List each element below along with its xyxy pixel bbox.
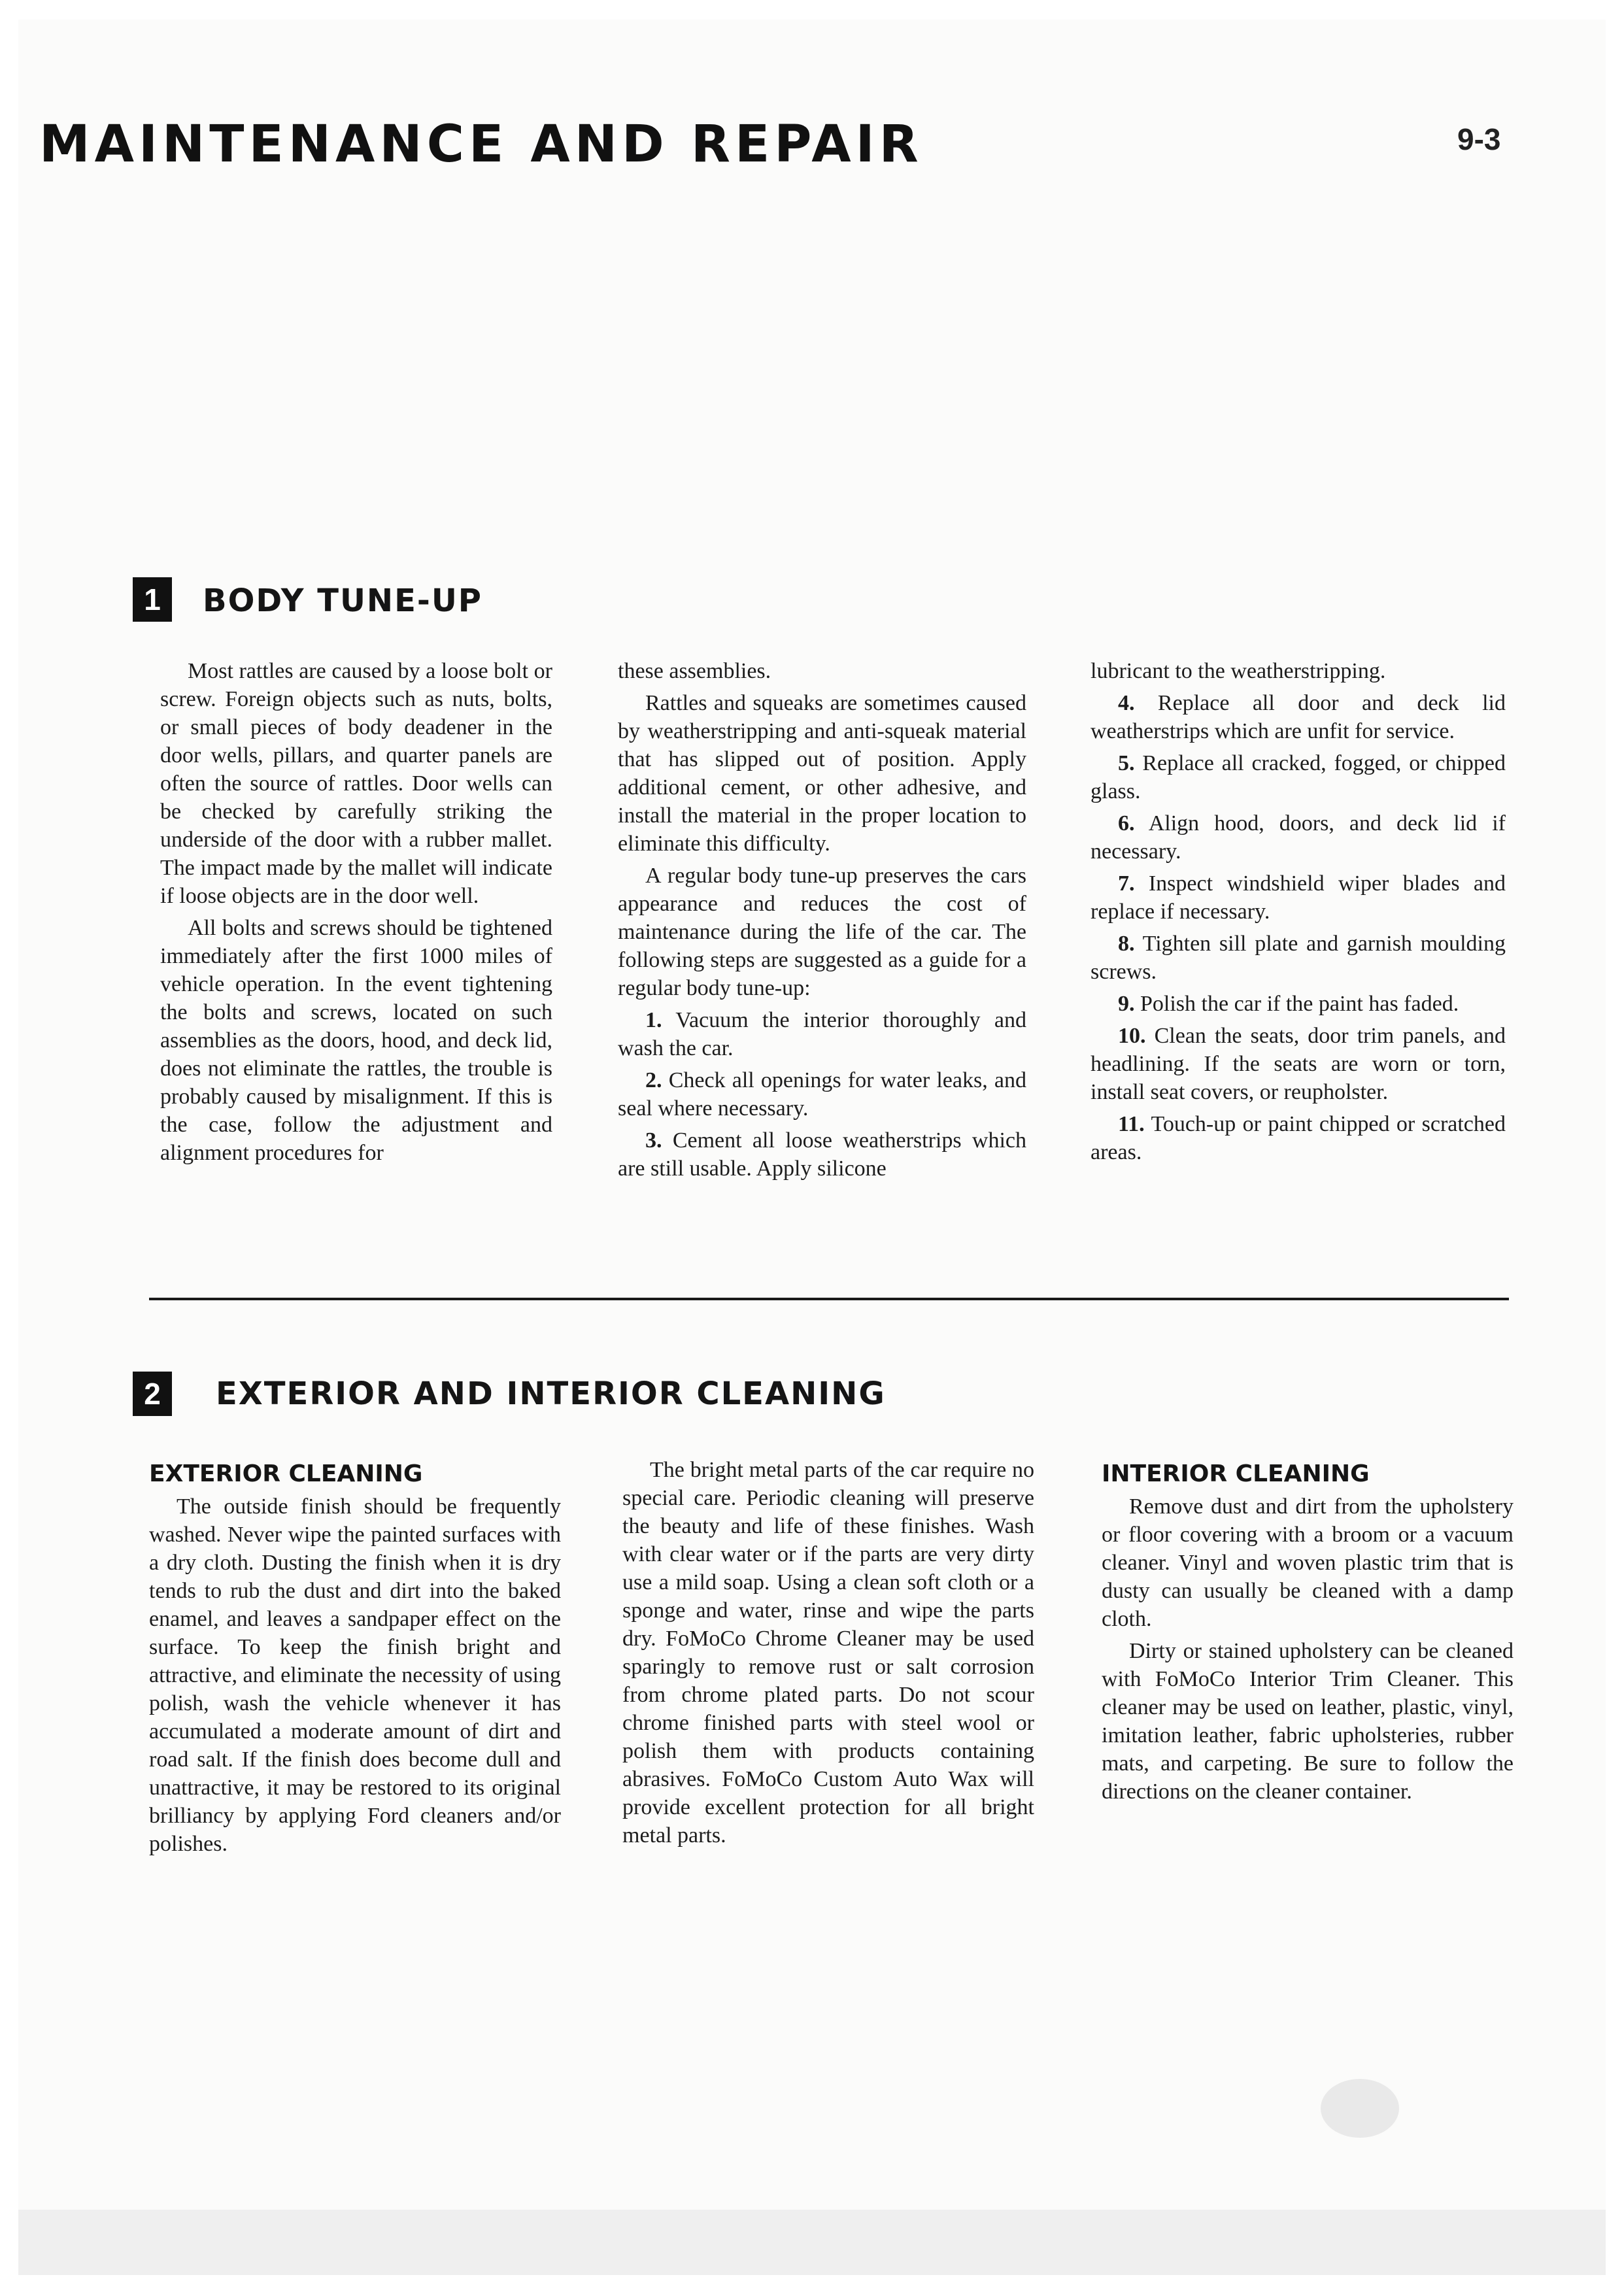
section-number-badge: 2 <box>133 1372 172 1416</box>
bright-metal-column <box>622 1456 1034 1853</box>
list-item <box>1091 689 1506 745</box>
step-number: 8. <box>1118 932 1135 956</box>
step-number: 5. <box>1118 751 1135 775</box>
interior-cleaning-heading: INTERIOR CLEANING <box>1102 1460 1370 1487</box>
paragraph: All bolts and screws should be tightened immediately after the first 1000 miles of vehicle operation. In the event tightening the bolts and screws, located on such assemblies as the doors, hood, and deck lid, does not eliminate the rattles, the trouble is probably caused by misalignment. If this is the case, follow the adjustment and alignment procedures for <box>160 916 552 1165</box>
step-text: Touch-up or paint chipped or scratched areas. <box>1091 1112 1506 1164</box>
paragraph: lubricant to the weatherstripping. <box>1091 659 1386 683</box>
scan-smudge <box>1321 2079 1399 2138</box>
body-tune-up-column-2 <box>618 657 1026 1187</box>
step-number: 7. <box>1118 871 1135 896</box>
paragraph: these assemblies. <box>618 659 771 683</box>
step-number: 4. <box>1118 691 1135 715</box>
page-number: 9-3 <box>1457 122 1501 156</box>
exterior-cleaning-heading: EXTERIOR CLEANING <box>149 1460 423 1487</box>
section-divider <box>149 1298 1509 1300</box>
paragraph: Rattles and squeaks are sometimes caused by weatherstripping and anti-squeak material that has slipped out of position. Apply additional cement, or other adhesive, and install the material in the proper location to eliminate this difficulty. <box>618 691 1026 856</box>
interior-cleaning-column <box>1102 1493 1514 1810</box>
paragraph: Dirty or stained upholstery can be cleaned with FoMoCo Interior Trim Cleaner. This cleaner may be used on leather, plastic, vinyl, imitation leather, fabric upholsteries, rubber mats, and carpeting. Be sure to follow the directions on the cleaner container. <box>1102 1639 1514 1804</box>
list-item <box>1091 930 1506 986</box>
section-heading: BODY TUNE-UP <box>203 582 482 619</box>
exterior-cleaning-column <box>149 1493 561 1862</box>
section-heading: EXTERIOR AND INTERIOR CLEANING <box>216 1375 886 1412</box>
step-text: Check all openings for water leaks, and seal where necessary. <box>618 1068 1026 1121</box>
step-text: Replace all cracked, fogged, or chipped glass. <box>1091 751 1506 803</box>
step-text: Align hood, doors, and deck lid if necessary. <box>1091 811 1506 864</box>
list-item <box>618 1126 1026 1183</box>
page-bottom-shade <box>18 2210 1606 2275</box>
paragraph: The bright metal parts of the car require no special care. Periodic cleaning will preserve the beauty and life of these finishes. Wash with clear water or if the parts are very dirty use a mild soap. Using a clean soft cloth or a sponge and water, rinse and wipe the parts dry. FoMoCo Chrome Cleaner may be used sparingly to remove rust or salt corrosion from chrome plated parts. Do not scour chrome finished parts with steel wool or polish them with products containing abrasives. FoMoCo Custom Auto Wax will provide excellent protection for all bright metal parts. <box>622 1458 1034 1847</box>
step-number: 9. <box>1118 992 1135 1016</box>
step-number: 1. <box>645 1008 662 1032</box>
step-text: Vacuum the interior thoroughly and wash the car. <box>618 1008 1026 1060</box>
step-number: 2. <box>645 1068 662 1092</box>
step-text: Replace all door and deck lid weatherstrips which are unfit for service. <box>1091 691 1506 743</box>
step-number: 3. <box>645 1128 662 1153</box>
list-item <box>1091 749 1506 805</box>
list-item <box>618 1006 1026 1062</box>
step-text: Cement all loose weatherstrips which are still usable. Apply silicone <box>618 1128 1026 1181</box>
section-number-badge: 1 <box>133 577 172 622</box>
step-text: Clean the seats, door trim panels, and headlining. If the seats are worn or torn, install seat covers, or reupholster. <box>1091 1024 1506 1104</box>
step-number: 10. <box>1118 1024 1146 1048</box>
body-tune-up-column-3 <box>1091 657 1506 1170</box>
page-title: MAINTENANCE AND REPAIR <box>39 115 923 174</box>
list-item <box>1091 1022 1506 1106</box>
list-item <box>618 1066 1026 1122</box>
list-item <box>1091 809 1506 866</box>
list-item <box>1091 990 1506 1018</box>
paragraph: Most rattles are caused by a loose bolt or screw. Foreign objects such as nuts, bolts, or small pieces of body deadener in the door wells, pillars, and quarter panels are often the source of rattles. Door wells can be checked by carefully striking the underside of the door with a rubber mallet. The impact made by the mallet will indicate if loose objects are in the door well. <box>160 659 552 908</box>
step-number: 6. <box>1118 811 1135 835</box>
step-text: Inspect windshield wiper blades and replace if necessary. <box>1091 871 1506 924</box>
paragraph: A regular body tune-up preserves the cars appearance and reduces the cost of maintenance during the life of the car. The following steps are suggested as a guide for a regular body tune-up: <box>618 864 1026 1000</box>
list-item <box>1091 1110 1506 1166</box>
step-number: 11. <box>1118 1112 1145 1136</box>
step-text: Tighten sill plate and garnish moulding screws. <box>1091 932 1506 984</box>
list-item <box>1091 869 1506 926</box>
step-text: Polish the car if the paint has faded. <box>1140 992 1459 1016</box>
body-tune-up-column-1 <box>160 657 552 1171</box>
paragraph: Remove dust and dirt from the upholstery or floor covering with a broom or a vacuum cleaner. Vinyl and woven plastic trim that is dusty can usually be cleaned with a damp cloth. <box>1102 1494 1514 1631</box>
paragraph: The outside finish should be frequently washed. Never wipe the painted surfaces with a dry cloth. Dusting the finish when it is dry tends to rub the dust and dirt into the baked enamel, and leaves a sandpaper effect on the surface. To keep the finish bright and attractive, and eliminate the necessity of using polish, wash the vehicle whenever it has accumulated a moderate amount of dirt and road salt. If the finish does become dull and unattractive, it may be restored to its original brilliancy by applying Ford cleaners and/or polishes. <box>149 1494 561 1856</box>
